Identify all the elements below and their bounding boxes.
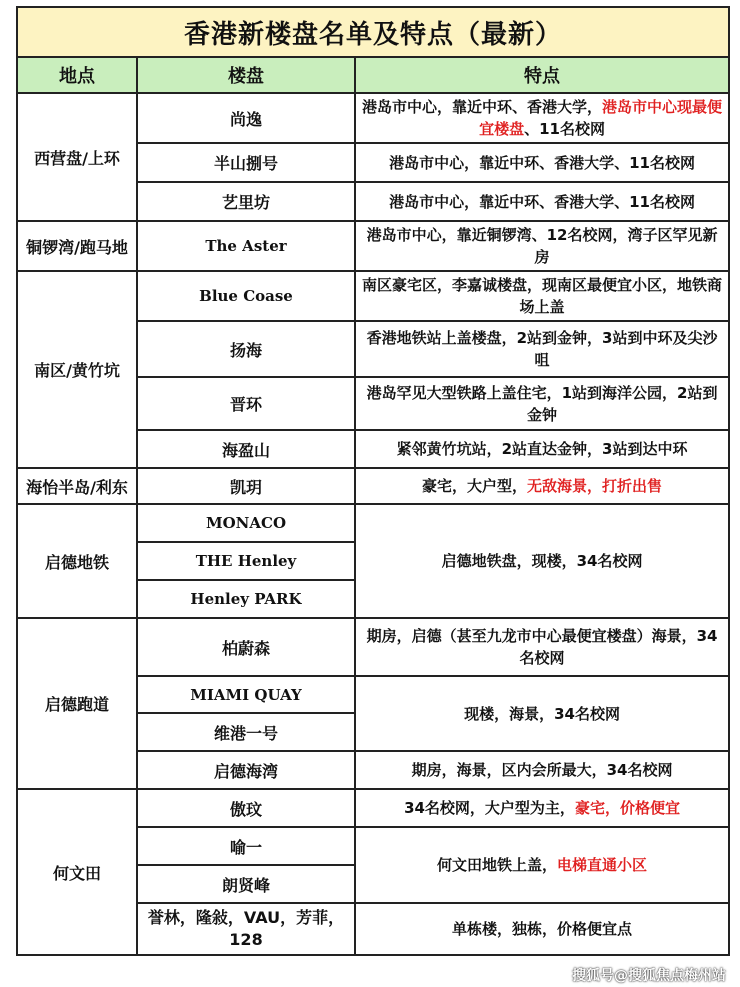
- building-cell: 海盈山: [137, 430, 355, 468]
- feature-cell: [355, 468, 729, 504]
- feature-cell: 港岛市中心，靠近铜锣湾、12名校网，湾子区罕见新房: [355, 221, 729, 271]
- feature-cell: 启德地铁盘，现楼，34名校网: [355, 504, 729, 618]
- location-cell: 海怡半岛/利东: [17, 468, 137, 504]
- table-row: [17, 271, 729, 321]
- feature-cell: 港岛市中心，靠近中环、香港大学、11名校网: [355, 143, 729, 182]
- table-row: [17, 789, 729, 827]
- feature-cell: 紧邻黄竹坑站，2站直达金钟，3站到达中环: [355, 430, 729, 468]
- table-row: [17, 221, 729, 271]
- table-row: [17, 618, 729, 676]
- feature-cell: 单栋楼，独栋，价格便宜点: [355, 903, 729, 955]
- feature-cell: 港岛罕见大型铁路上盖住宅，1站到海洋公园，2站到金钟: [355, 377, 729, 430]
- building-cell: 半山捌号: [137, 143, 355, 182]
- feature-cell: 期房，启德（甚至九龙市中心最便宜楼盘）海景，34名校网: [355, 618, 729, 676]
- location-cell: 启德地铁: [17, 504, 137, 618]
- building-cell: MIAMI QUAY: [137, 676, 355, 713]
- building-cell: 晋环: [137, 377, 355, 430]
- building-cell: 扬海: [137, 321, 355, 377]
- building-cell: 艺里坊: [137, 182, 355, 221]
- building-cell: 朗贤峰: [137, 865, 355, 903]
- feature-cell: 期房，海景，区内会所最大，34名校网: [355, 751, 729, 789]
- feature-text: 、11名校网: [524, 120, 605, 138]
- watermark: 搜狐号@搜狐焦点梅州站: [572, 968, 726, 984]
- building-cell: 凯玥: [137, 468, 355, 504]
- property-table: [16, 6, 730, 956]
- location-cell: 南区/黄竹坑: [17, 271, 137, 468]
- feature-highlight: 电梯直通小区: [557, 856, 648, 874]
- location-cell: 何文田: [17, 789, 137, 955]
- building-cell: 柏蔚森: [137, 618, 355, 676]
- header-feature: 特点: [355, 57, 729, 93]
- table-row: [17, 468, 729, 504]
- building-cell: Henley PARK: [137, 580, 355, 618]
- feature-text: 豪宅，大户型，: [422, 477, 528, 495]
- header-location: 地点: [17, 57, 137, 93]
- building-cell: The Aster: [137, 221, 355, 271]
- building-cell: 尚逸: [137, 93, 355, 143]
- feature-text: 港岛市中心，靠近中环、香港大学，: [362, 98, 603, 116]
- feature-text: 何文田地铁上盖，: [437, 856, 558, 874]
- table-frame: [16, 6, 728, 969]
- location-cell: 启德跑道: [17, 618, 137, 789]
- building-cell: 喻一: [137, 827, 355, 865]
- location-cell: 西营盘/上环: [17, 93, 137, 221]
- feature-cell: [355, 827, 729, 903]
- location-cell: 铜锣湾/跑马地: [17, 221, 137, 271]
- feature-highlight: 无敌海景，打折出售: [527, 477, 663, 495]
- table-row: [17, 504, 729, 542]
- feature-text: 34名校网，大户型为主，: [404, 799, 575, 817]
- feature-cell: [355, 789, 729, 827]
- feature-cell: [355, 93, 729, 143]
- table-title: 香港新楼盘名单及特点（最新）: [17, 7, 729, 57]
- header-building: 楼盘: [137, 57, 355, 93]
- building-cell: Blue Coase: [137, 271, 355, 321]
- feature-cell: 南区豪宅区，李嘉诚楼盘，现南区最便宜小区，地铁商场上盖: [355, 271, 729, 321]
- building-cell: THE Henley: [137, 542, 355, 580]
- building-cell: 维港一号: [137, 713, 355, 751]
- feature-highlight: 豪宅，价格便宜: [574, 799, 680, 817]
- building-cell: 傲玟: [137, 789, 355, 827]
- building-cell: 誉林，隆敍，VAU，芳菲，128: [137, 903, 355, 955]
- feature-cell: 港岛市中心，靠近中环、香港大学、11名校网: [355, 182, 729, 221]
- building-cell: MONACO: [137, 504, 355, 542]
- feature-cell: 现楼，海景，34名校网: [355, 676, 729, 751]
- building-cell: 启德海湾: [137, 751, 355, 789]
- feature-highlight: 港岛市中心现最便宜楼盘: [479, 98, 723, 138]
- feature-cell: 香港地铁站上盖楼盘，2站到金钟，3站到中环及尖沙咀: [355, 321, 729, 377]
- table-row: [17, 93, 729, 143]
